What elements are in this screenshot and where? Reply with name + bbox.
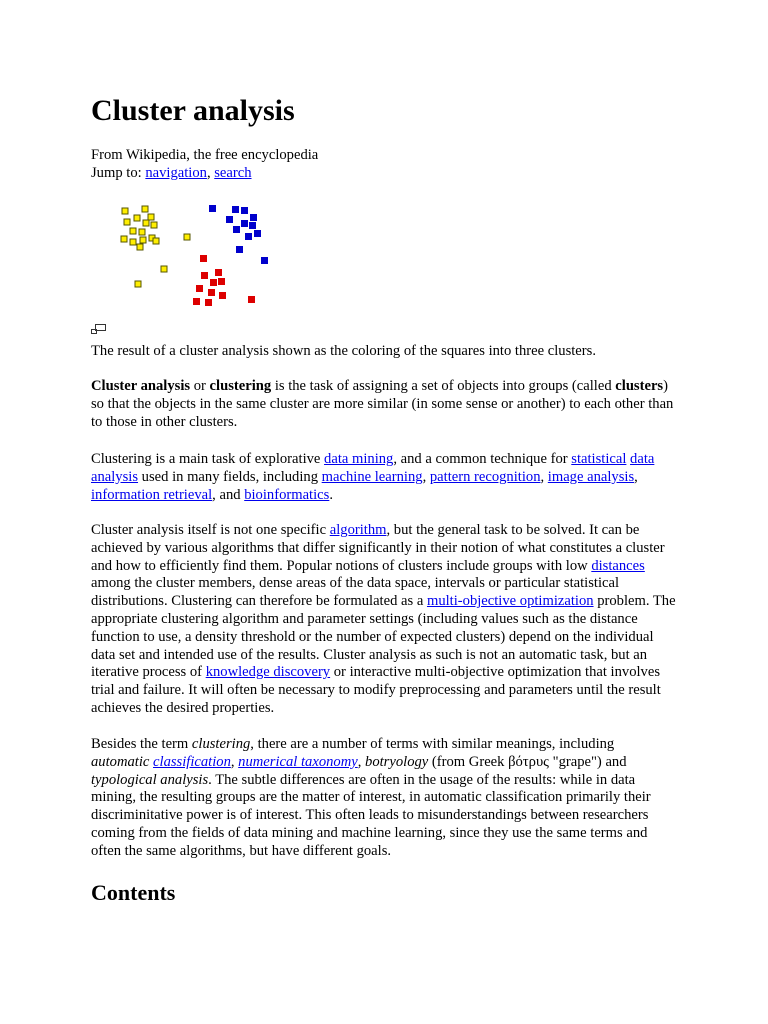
- paragraph: [91, 378, 676, 431]
- jump-to: Jump to: navigation, search: [91, 165, 252, 181]
- text-run: .: [329, 486, 333, 503]
- wiki-link[interactable]: pattern recognition: [429, 468, 541, 485]
- text-run: Cluster analysis itself is not one specific: [91, 522, 330, 538]
- text-run: , and: [212, 486, 245, 503]
- text-run: , but the general task to be solved. It can be achieved by various algorithms that differ significantly in their notion of what constitutes a cluster and how to efficiently find them. Popular notions of clusters include groups with low: [91, 522, 665, 574]
- wiki-link[interactable]: distances: [591, 557, 645, 574]
- blue-cluster: [209, 205, 268, 264]
- italic-term: automatic: [91, 753, 154, 770]
- text-run: used in many fields, including: [138, 468, 322, 485]
- text-run: or: [190, 378, 210, 394]
- text-run: ,: [422, 468, 430, 485]
- contents-heading: Contents: [91, 880, 176, 905]
- italic-term: botryology: [365, 753, 429, 770]
- wiki-link[interactable]: multi-objective optimization: [426, 593, 594, 610]
- text-run: Clustering is a main task of explorative: [91, 451, 325, 467]
- paragraph: [91, 522, 676, 718]
- wiki-link[interactable]: numerical taxonomy: [238, 753, 358, 770]
- italic-term: clustering: [191, 736, 251, 752]
- navigation-link[interactable]: navigation: [145, 165, 207, 181]
- wiki-link[interactable]: image analysis: [547, 468, 635, 485]
- text-run: (from Greek βότρυς "grape") and: [428, 753, 627, 770]
- text-run: is the task of assigning a set of objects into groups (called: [271, 378, 616, 394]
- magnify-clip-icon[interactable]: [91, 323, 107, 335]
- paragraph: [91, 736, 676, 861]
- wiki-link[interactable]: knowledge discovery: [205, 664, 331, 681]
- wiki-link[interactable]: data mining: [324, 451, 394, 467]
- wiki-link[interactable]: statistical: [571, 451, 627, 467]
- wiki-link[interactable]: machine learning: [321, 468, 423, 485]
- wiki-link[interactable]: data analysis: [91, 451, 655, 485]
- text-run: ,: [634, 468, 638, 485]
- wiki-link[interactable]: classification: [153, 753, 231, 770]
- text-run: ,: [357, 753, 366, 770]
- text-run: ,: [230, 753, 239, 770]
- wiki-link[interactable]: information retrieval: [91, 486, 213, 503]
- text-run: Besides the term: [91, 736, 192, 752]
- bold-term: clusters: [615, 378, 664, 394]
- text-run: , and a common technique for: [393, 451, 572, 467]
- text-run: or interactive multi-objective optimization that involves trial and failure. It will often be necessary to modify preprocessing and parameters until the result achieves the desired properties.: [91, 664, 661, 716]
- text-run: problem. The appropriate clustering algorithm and parameter settings (including values such as the distance function to use, a density threshold or the number of expected clusters) depend on the individual data set and intended use of the results. Cluster analysis as such is not an automatic task, but an iterative process of: [91, 593, 676, 681]
- search-link[interactable]: search: [214, 165, 252, 181]
- figure-caption: The result of a cluster analysis shown as the coloring of the squares into three clusters.: [91, 343, 596, 359]
- italic-term: typological analysis: [91, 771, 209, 788]
- text-run: among the cluster members, dense areas of the data space, intervals or particular statistical distributions. Clustering can therefore be formulated as a: [91, 575, 620, 610]
- text-run: ,: [540, 468, 548, 485]
- bold-term: clustering: [209, 378, 272, 394]
- site-subtitle: From Wikipedia, the free encyclopedia: [91, 147, 319, 163]
- red-cluster: [193, 255, 255, 306]
- page-title: Cluster analysis: [91, 94, 295, 127]
- wiki-link[interactable]: algorithm: [329, 522, 387, 538]
- wiki-link[interactable]: bioinformatics: [244, 486, 330, 503]
- text-run: . The subtle differences are often in the usage of the results: while in data mining, the resulting groups are the matter of interest, in automatic classification primarily their discriminitative power is of interest. This often leads to misunderstandings between researchers coming from the fields of data mining and machine learning, since they use the same terms and often the same algorithms, but have different goals.: [91, 771, 651, 859]
- jump-to-label: Jump to:: [91, 165, 142, 181]
- paragraph: [91, 451, 676, 504]
- yellow-cluster: [121, 206, 190, 287]
- cluster-figure[interactable]: [117, 200, 297, 312]
- bold-term: Cluster analysis: [91, 378, 191, 394]
- text-run: , there are a number of terms with similar meanings, including: [250, 736, 615, 752]
- text-run: ) so that the objects in the same cluster are more similar (in some sense or another) to each other than to those in other clusters.: [91, 378, 674, 430]
